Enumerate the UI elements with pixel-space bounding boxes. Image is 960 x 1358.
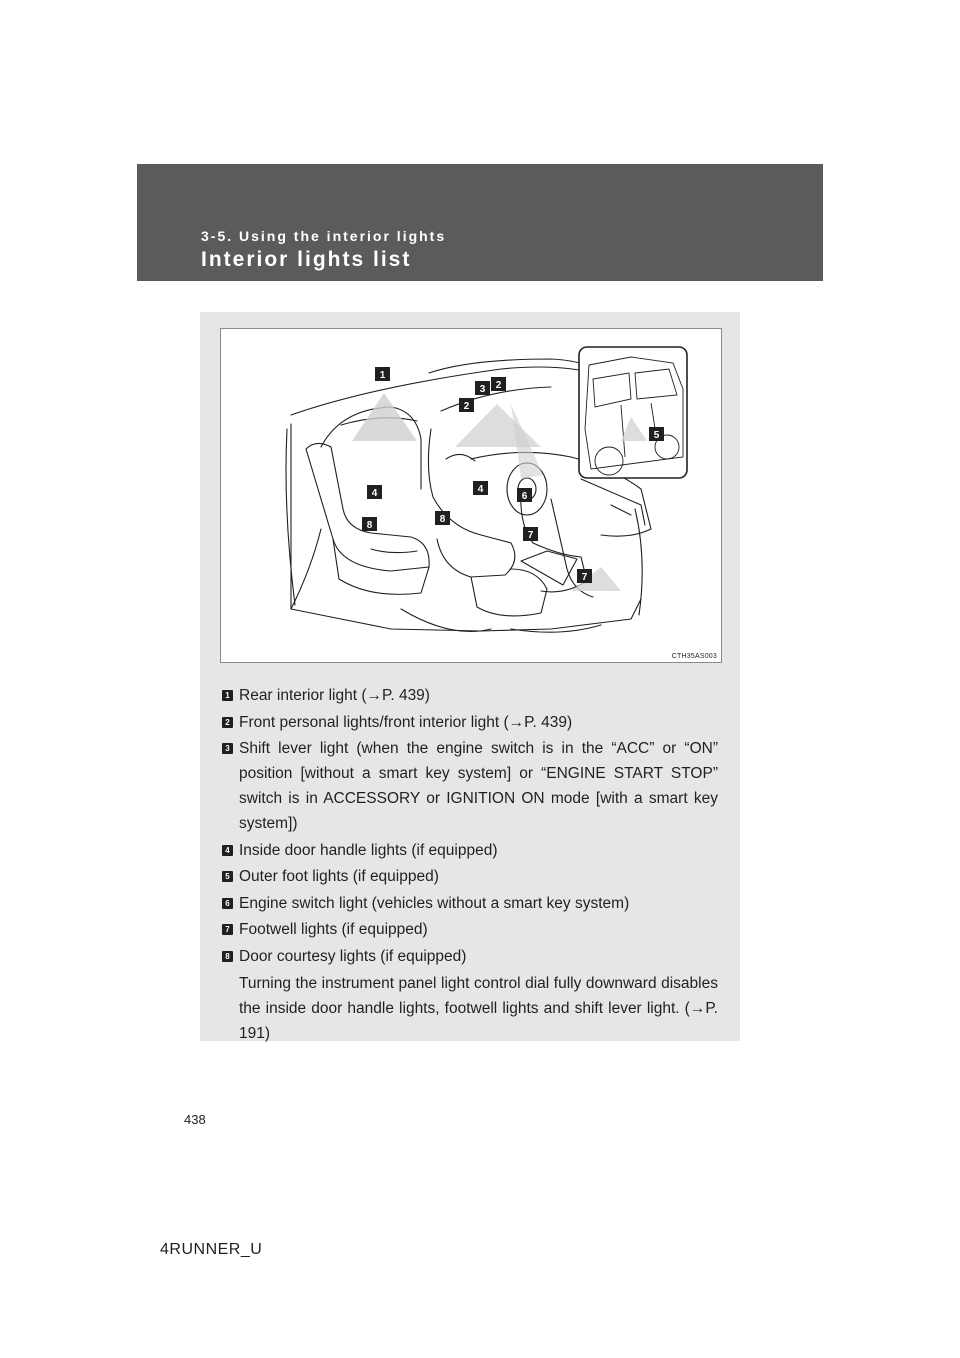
svg-text:5: 5	[653, 430, 660, 441]
legend-text: Shift lever light (when the engine switch is in the “ACC” or “ON” position [without a smart key system] or “ENGINE START STOP” switch is in ACCESSORY or IGNITION ON mode [with a smart key system])	[239, 740, 718, 832]
cabin-drawing	[221, 329, 721, 662]
legend-item-front-lights	[222, 710, 718, 735]
interior-illustration	[220, 328, 722, 663]
legend-text: Front personal lights/front interior light (→P. 439)	[239, 713, 573, 731]
figure-code: CTH35AS003	[671, 653, 717, 660]
legend-list	[222, 683, 718, 1046]
legend-item-inside-door-handle-lights	[222, 838, 718, 863]
legend-text: Engine switch light (vehicles without a smart key system)	[239, 894, 630, 912]
svg-text:7: 7	[581, 572, 588, 583]
legend-text: Rear interior light (→P. 439)	[239, 687, 430, 704]
svg-text:4: 4	[371, 488, 378, 499]
marker-8: 8	[222, 951, 233, 962]
section-header-bar	[137, 164, 823, 281]
content-panel	[200, 312, 740, 1041]
svg-text:1: 1	[379, 370, 386, 381]
page-title: Interior lights list	[201, 248, 412, 271]
legend-text: Footwell lights (if equipped)	[239, 921, 428, 938]
legend-item-shift-lever-light	[222, 736, 718, 836]
legend-text: Inside door handle lights (if equipped)	[239, 841, 498, 859]
svg-text:6: 6	[521, 491, 528, 502]
marker-3: 3	[222, 743, 233, 754]
marker-1: 1	[222, 690, 233, 701]
legend-item-engine-switch-light	[222, 891, 718, 916]
svg-text:8: 8	[439, 514, 446, 525]
marker-5: 5	[222, 871, 233, 882]
legend-item-door-courtesy-lights	[222, 944, 718, 969]
page-number: 438	[184, 1112, 206, 1127]
marker-4: 4	[222, 845, 233, 856]
legend-item-rear-interior-light	[222, 683, 718, 708]
legend-text: Outer foot lights (if equipped)	[239, 868, 439, 885]
section-label: 3-5. Using the interior lights	[201, 228, 447, 244]
svg-text:2: 2	[495, 380, 502, 391]
marker-2: 2	[222, 717, 233, 728]
svg-text:3: 3	[479, 384, 486, 395]
legend-text: Door courtesy lights (if equipped)	[239, 947, 467, 965]
svg-text:8: 8	[366, 520, 373, 531]
svg-text:7: 7	[527, 530, 534, 541]
document-code: 4RUNNER_U	[160, 1241, 263, 1258]
marker-7: 7	[222, 924, 233, 935]
svg-text:4: 4	[477, 484, 484, 495]
svg-text:2: 2	[463, 401, 470, 412]
instrument-panel-note: Turning the instrument panel light control dial fully downward disables the inside door handle lights, footwell lights and shift lever light. (→P. 191)	[239, 974, 718, 1042]
marker-6: 6	[222, 898, 233, 909]
legend-item-footwell-lights	[222, 917, 718, 942]
legend-item-outer-foot-lights	[222, 864, 718, 889]
